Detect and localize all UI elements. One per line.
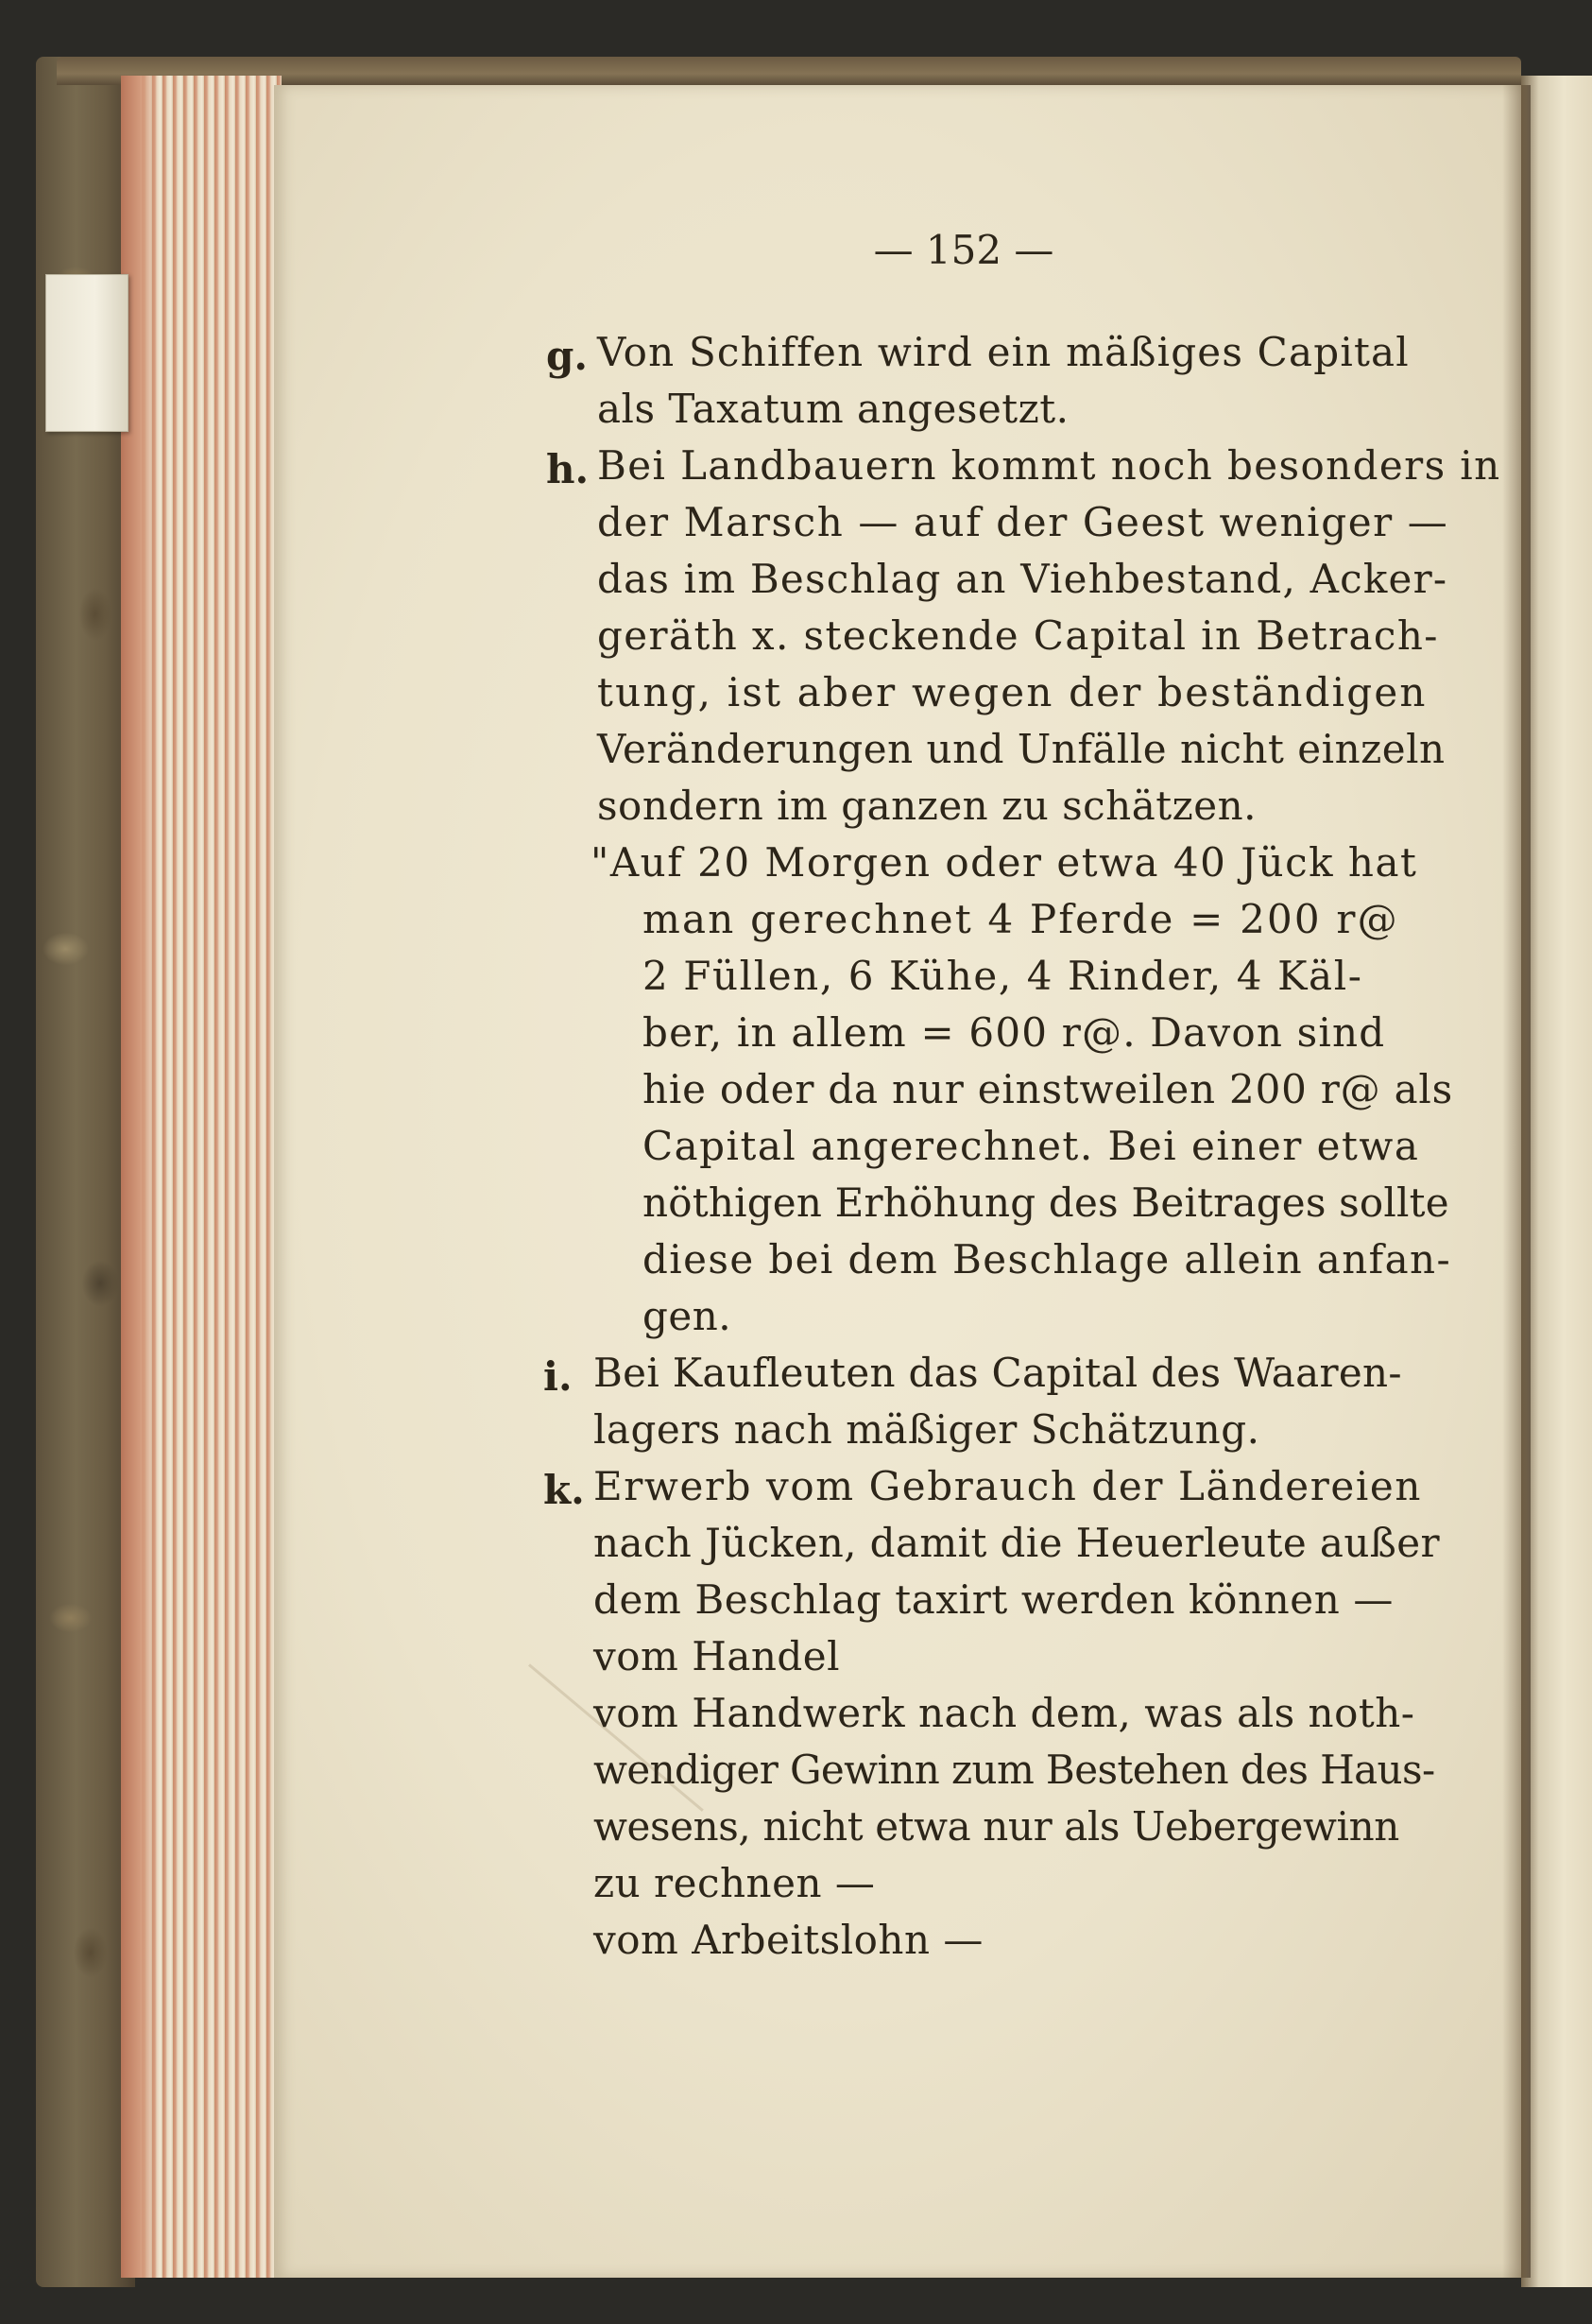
text-line: gen. (642, 1293, 732, 1339)
text-line: nach Jücken, damit die Heuerleute außer (593, 1520, 1440, 1566)
text-line: Bei Kaufleuten das Capital des Waaren- (593, 1350, 1402, 1396)
text-line: man gerechnet 4 Pferde = 200 r@ (642, 896, 1399, 942)
text-line: als Taxatum angesetzt. (597, 386, 1070, 432)
text-line: der Marsch — auf der Geest weniger — (597, 499, 1449, 545)
entry-marker-i: i. (543, 1353, 573, 1400)
facing-page (1521, 76, 1592, 2287)
text-line: nöthigen Erhöhung des Beitrages sollte (642, 1179, 1449, 1226)
text-line: Von Schiffen wird ein mäßiges Capital (597, 329, 1410, 375)
text-line: diese bei dem Beschlage allein anfan- (642, 1236, 1452, 1283)
text-line: ber, in allem = 600 r@. Davon sind (642, 1009, 1386, 1056)
text-line: Bei Landbauern kommt noch besonders in (597, 442, 1501, 489)
page-edges (121, 76, 282, 2278)
text-line: hie oder da nur einstweilen 200 r@ als (642, 1066, 1454, 1112)
text-line: lagers nach mäßiger Schätzung. (593, 1406, 1260, 1453)
text-line: sondern im ganzen zu schätzen. (597, 783, 1258, 829)
text-line: wesens, nicht etwa nur als Uebergewinn (593, 1803, 1399, 1850)
entry-marker-k: k. (543, 1467, 585, 1513)
text-line: "Auf 20 Morgen oder etwa 40 Jück hat (591, 839, 1418, 886)
text-line: zu rechnen — (593, 1860, 876, 1906)
entry-marker-h: h. (546, 446, 590, 492)
text-line: wendiger Gewinn zum Bestehen des Haus- (593, 1747, 1435, 1793)
text-line: dem Beschlag taxirt werden können — (593, 1576, 1394, 1623)
text-line: 2 Füllen, 6 Kühe, 4 Rinder, 4 Käl- (642, 953, 1363, 999)
text-line: geräth x. steckende Capital in Betrach- (597, 612, 1439, 659)
gutter-shadow (1502, 85, 1531, 2278)
bookmark-tab (45, 274, 128, 432)
text-line: Erwerb vom Gebrauch der Ländereien (593, 1463, 1422, 1509)
text-line: das im Beschlag an Viehbestand, Acker- (597, 556, 1448, 602)
entry-marker-g: g. (546, 333, 588, 379)
text-line: vom Handwerk nach dem, was als noth- (593, 1690, 1415, 1736)
text-line: tung, ist aber wegen der beständigen (597, 669, 1428, 715)
text-line: Veränderungen und Unfälle nicht einzeln (597, 726, 1446, 772)
text-line: vom Arbeitslohn — (593, 1917, 984, 1963)
text-line: Capital angerechnet. Bei einer etwa (642, 1123, 1420, 1169)
page-number: — 152 — (873, 227, 1054, 273)
text-line: vom Handel (593, 1633, 841, 1679)
